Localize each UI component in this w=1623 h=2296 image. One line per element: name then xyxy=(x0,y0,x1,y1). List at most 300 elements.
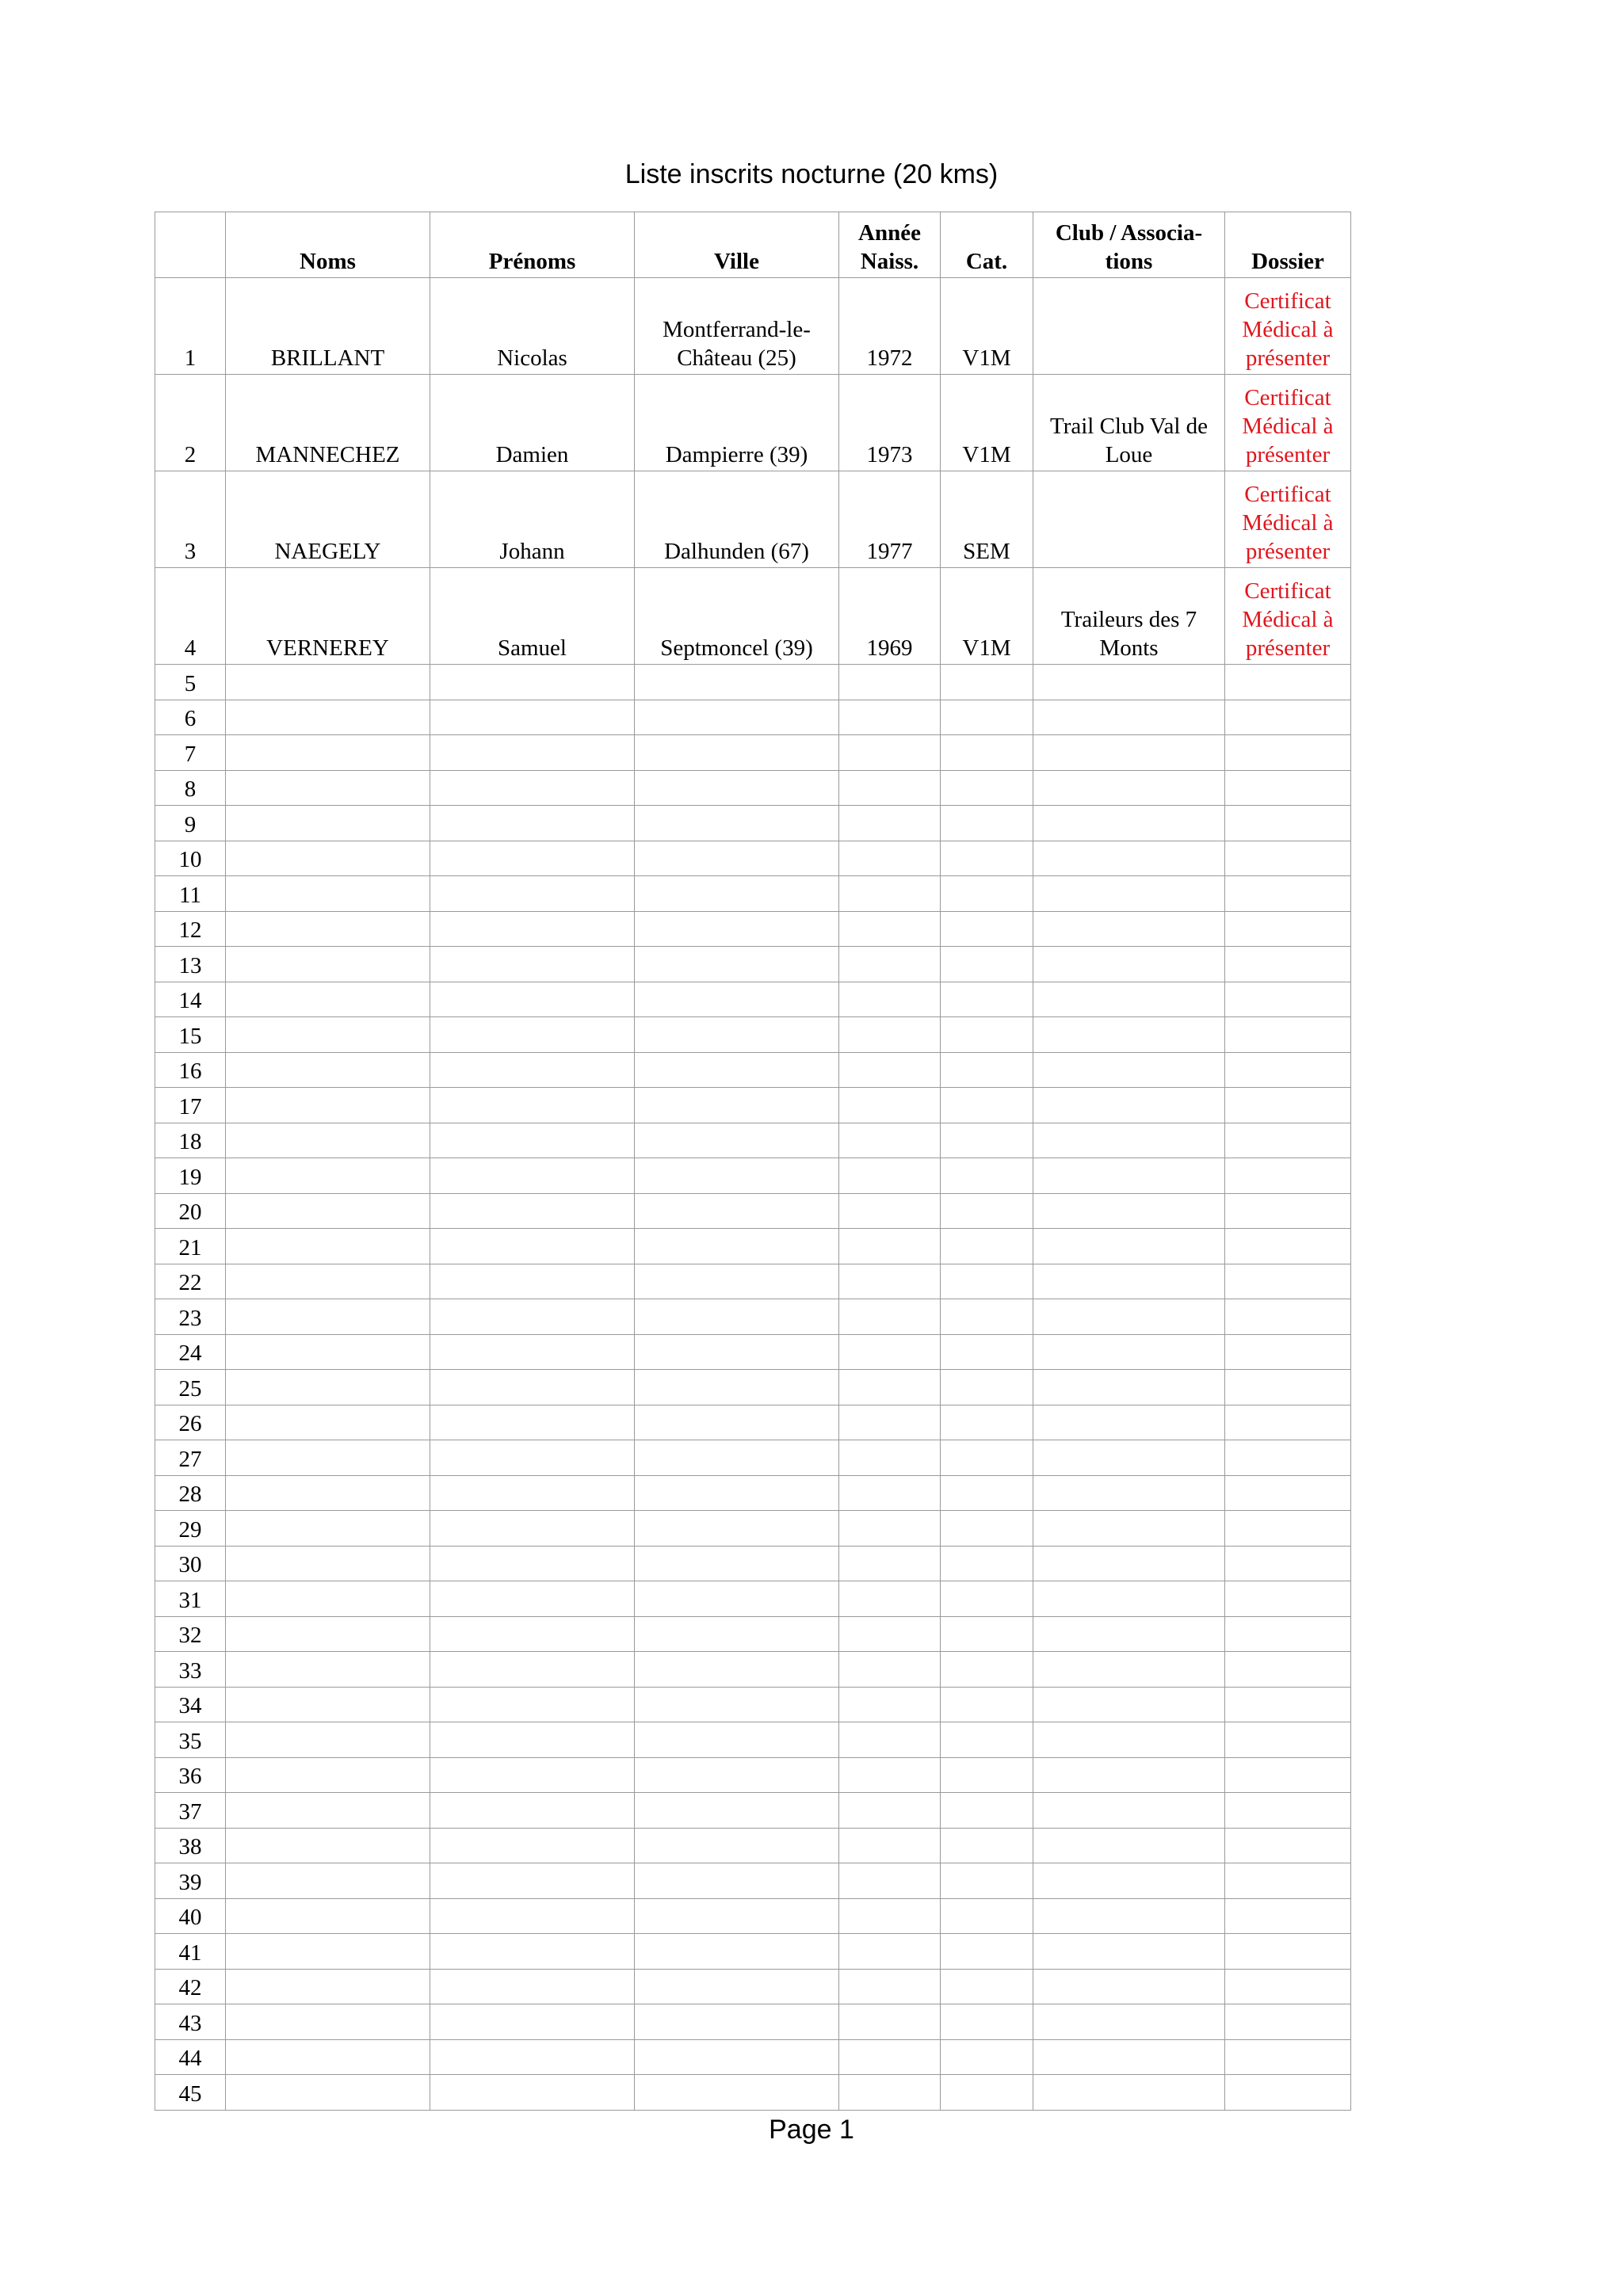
empty-cell xyxy=(941,665,1033,700)
empty-cell xyxy=(839,1017,941,1053)
row-num-line: 32 xyxy=(178,1623,202,1648)
empty-cell xyxy=(226,770,430,806)
empty-cell xyxy=(635,1793,839,1829)
row-dossier-line: Certificat xyxy=(1244,482,1331,507)
row-num xyxy=(155,1687,226,1722)
col-prenoms-header: Prénoms xyxy=(430,212,635,278)
empty-cell xyxy=(839,1828,941,1863)
empty-cell xyxy=(1033,1722,1225,1758)
row-dossier-line: Médical à xyxy=(1242,317,1334,342)
empty-cell xyxy=(1033,1546,1225,1581)
row-num xyxy=(155,806,226,841)
empty-cell xyxy=(1033,1405,1225,1440)
row-annee xyxy=(839,375,941,471)
row-dossier-line: Certificat xyxy=(1244,288,1331,314)
row-annee xyxy=(839,471,941,568)
empty-cell xyxy=(226,876,430,912)
empty-cell xyxy=(839,735,941,771)
table-row xyxy=(155,1652,1351,1688)
empty-cell xyxy=(839,2039,941,2075)
empty-cell xyxy=(1033,1334,1225,1370)
empty-cell xyxy=(635,1299,839,1335)
empty-cell xyxy=(839,1934,941,1970)
empty-cell xyxy=(430,2075,635,2111)
table-row xyxy=(155,1898,1351,1934)
row-num xyxy=(155,1898,226,1934)
empty-cell xyxy=(430,735,635,771)
empty-cell xyxy=(1225,1616,1351,1652)
row-num-line: 5 xyxy=(184,670,197,696)
row-num xyxy=(155,278,226,375)
empty-cell xyxy=(839,2075,941,2111)
empty-cell xyxy=(1033,700,1225,735)
empty-cell xyxy=(839,876,941,912)
table-row xyxy=(155,1722,1351,1758)
empty-cell xyxy=(430,1687,635,1722)
empty-cell xyxy=(941,1687,1033,1722)
empty-cell xyxy=(941,1334,1033,1370)
empty-cell xyxy=(1033,1264,1225,1299)
empty-cell xyxy=(941,1581,1033,1617)
empty-cell xyxy=(635,1193,839,1229)
row-num xyxy=(155,2039,226,2075)
empty-cell xyxy=(635,1475,839,1511)
empty-cell xyxy=(839,1757,941,1793)
empty-cell xyxy=(430,665,635,700)
empty-cell xyxy=(430,1511,635,1547)
empty-cell xyxy=(1033,1370,1225,1405)
empty-cell xyxy=(1033,806,1225,841)
empty-cell xyxy=(941,1088,1033,1123)
empty-cell xyxy=(1225,1440,1351,1476)
empty-cell xyxy=(1225,841,1351,876)
row-annee-line: 1972 xyxy=(866,345,913,371)
row-club xyxy=(1033,375,1225,471)
table-row xyxy=(155,1793,1351,1829)
empty-cell xyxy=(635,1863,839,1899)
table-row xyxy=(155,1405,1351,1440)
empty-cell xyxy=(839,1229,941,1264)
row-num-line: 37 xyxy=(178,1798,202,1825)
empty-cell xyxy=(226,1652,430,1688)
empty-cell xyxy=(635,1934,839,1970)
row-nom xyxy=(226,375,430,471)
empty-cell xyxy=(839,700,941,735)
empty-cell xyxy=(1225,2075,1351,2111)
empty-cell xyxy=(226,1370,430,1405)
empty-cell xyxy=(430,1969,635,2004)
row-num xyxy=(155,1334,226,1370)
empty-cell xyxy=(839,911,941,947)
empty-cell xyxy=(1033,1123,1225,1158)
table-row xyxy=(155,770,1351,806)
empty-cell xyxy=(226,1934,430,1970)
row-num-line: 22 xyxy=(178,1270,202,1295)
col-ville-header: Ville xyxy=(635,212,839,278)
table-row xyxy=(155,1299,1351,1335)
table-row xyxy=(155,1828,1351,1863)
row-ville xyxy=(635,568,839,665)
empty-cell xyxy=(941,1828,1033,1863)
empty-cell xyxy=(226,1687,430,1722)
empty-cell xyxy=(839,1052,941,1088)
empty-cell xyxy=(226,947,430,982)
empty-cell xyxy=(430,770,635,806)
row-annee-line: 1977 xyxy=(866,539,913,564)
empty-cell xyxy=(1225,1193,1351,1229)
empty-cell xyxy=(226,735,430,771)
col-noms-header: Noms xyxy=(226,212,430,278)
empty-cell xyxy=(430,1017,635,1053)
empty-cell xyxy=(941,806,1033,841)
empty-cell xyxy=(430,1193,635,1229)
empty-cell xyxy=(941,1440,1033,1476)
empty-cell xyxy=(430,1722,635,1758)
empty-cell xyxy=(635,1581,839,1617)
table-row xyxy=(155,1863,1351,1899)
empty-cell xyxy=(635,1405,839,1440)
row-num-line: 17 xyxy=(178,1093,202,1119)
row-num-line: 21 xyxy=(178,1234,202,1261)
row-num xyxy=(155,1264,226,1299)
registrants-table xyxy=(155,212,1351,2111)
empty-cell xyxy=(226,1123,430,1158)
row-prenom-line: Johann xyxy=(499,539,565,564)
empty-cell xyxy=(839,1193,941,1229)
empty-cell xyxy=(941,1052,1033,1088)
empty-cell xyxy=(635,2039,839,2075)
empty-cell xyxy=(430,1616,635,1652)
row-prenom xyxy=(430,568,635,665)
row-num xyxy=(155,1934,226,1970)
empty-cell xyxy=(839,841,941,876)
page-title: Liste inscrits nocturne (20 kms) xyxy=(624,159,999,189)
empty-cell xyxy=(1225,1969,1351,2004)
row-cat-line: SEM xyxy=(963,539,1010,564)
row-num xyxy=(155,1088,226,1123)
table-row xyxy=(155,1193,1351,1229)
empty-cell xyxy=(635,1440,839,1476)
row-annee xyxy=(839,278,941,375)
empty-cell xyxy=(839,1793,941,1829)
row-num-line: 8 xyxy=(184,776,197,802)
empty-cell xyxy=(1033,1793,1225,1829)
empty-cell xyxy=(941,2075,1033,2111)
table-row xyxy=(155,1334,1351,1370)
row-num xyxy=(155,1370,226,1405)
row-cat-line: V1M xyxy=(962,442,1011,467)
row-num xyxy=(155,1299,226,1335)
empty-cell xyxy=(635,1969,839,2004)
empty-cell xyxy=(430,1757,635,1793)
row-dossier-line: Médical à xyxy=(1242,510,1334,536)
empty-cell xyxy=(226,1828,430,1863)
empty-cell xyxy=(635,1123,839,1158)
table-row xyxy=(155,841,1351,876)
empty-cell xyxy=(430,876,635,912)
empty-cell xyxy=(839,947,941,982)
empty-cell xyxy=(635,1687,839,1722)
row-num-line: 44 xyxy=(178,2046,202,2071)
empty-cell xyxy=(226,1229,430,1264)
empty-cell xyxy=(635,982,839,1017)
empty-cell xyxy=(635,1052,839,1088)
row-prenom-line: Nicolas xyxy=(497,345,567,371)
empty-cell xyxy=(839,1722,941,1758)
empty-cell xyxy=(1033,2075,1225,2111)
empty-cell xyxy=(635,1264,839,1299)
empty-cell xyxy=(1225,2004,1351,2040)
empty-cell xyxy=(635,700,839,735)
empty-cell xyxy=(430,1052,635,1088)
empty-cell xyxy=(226,982,430,1017)
empty-cell xyxy=(226,1405,430,1440)
empty-cell xyxy=(1225,911,1351,947)
col-club-header xyxy=(1033,212,1225,278)
row-num xyxy=(155,876,226,912)
empty-cell xyxy=(941,947,1033,982)
empty-cell xyxy=(1033,1828,1225,1863)
row-club-line: Loue xyxy=(1105,442,1153,467)
empty-cell xyxy=(1225,1863,1351,1899)
row-num-line: 1 xyxy=(184,345,197,371)
empty-cell xyxy=(635,1652,839,1688)
row-num xyxy=(155,1193,226,1229)
empty-cell xyxy=(635,1229,839,1264)
header-row xyxy=(155,212,1351,278)
empty-cell xyxy=(1033,735,1225,771)
empty-cell xyxy=(635,947,839,982)
empty-cell xyxy=(1225,1757,1351,1793)
row-num xyxy=(155,1475,226,1511)
row-dossier xyxy=(1225,278,1351,375)
empty-cell xyxy=(430,1652,635,1688)
empty-cell xyxy=(226,841,430,876)
row-club-line: Monts xyxy=(1099,635,1159,661)
empty-cell xyxy=(1225,1088,1351,1123)
row-num-line: 27 xyxy=(178,1446,202,1472)
empty-cell xyxy=(839,1299,941,1335)
row-dossier-line: présenter xyxy=(1245,442,1331,467)
empty-cell xyxy=(1033,982,1225,1017)
empty-cell xyxy=(635,911,839,947)
empty-cell xyxy=(839,1511,941,1547)
empty-cell xyxy=(430,841,635,876)
empty-cell xyxy=(635,1158,839,1194)
empty-cell xyxy=(1033,1193,1225,1229)
empty-cell xyxy=(839,1405,941,1440)
table-row xyxy=(155,1757,1351,1793)
row-num-line: 28 xyxy=(178,1482,202,1507)
row-num xyxy=(155,1828,226,1863)
empty-cell xyxy=(430,1370,635,1405)
table-row xyxy=(155,1687,1351,1722)
row-num xyxy=(155,911,226,947)
row-num xyxy=(155,1440,226,1476)
empty-cell xyxy=(1033,1017,1225,1053)
empty-cell xyxy=(226,1863,430,1899)
row-num-line: 12 xyxy=(178,917,202,943)
empty-cell xyxy=(941,2004,1033,2040)
table-row xyxy=(155,1546,1351,1581)
empty-cell xyxy=(1225,1511,1351,1547)
col-annee-line1: Année xyxy=(858,220,921,246)
empty-cell xyxy=(635,2075,839,2111)
row-club xyxy=(1033,471,1225,568)
empty-cell xyxy=(941,1793,1033,1829)
col-club-line2: tions xyxy=(1105,249,1153,274)
row-cat xyxy=(941,471,1033,568)
empty-cell xyxy=(635,1546,839,1581)
empty-cell xyxy=(635,1334,839,1370)
empty-cell xyxy=(1225,2039,1351,2075)
empty-cell xyxy=(1033,1863,1225,1899)
empty-cell xyxy=(941,876,1033,912)
empty-cell xyxy=(1225,1793,1351,1829)
row-num-line: 3 xyxy=(184,539,197,564)
page-footer: Page 1 xyxy=(769,2115,854,2145)
empty-cell xyxy=(635,1088,839,1123)
row-ville xyxy=(635,471,839,568)
row-num-line: 36 xyxy=(178,1764,202,1789)
table-row xyxy=(155,1123,1351,1158)
empty-cell xyxy=(1033,1934,1225,1970)
row-num-line: 9 xyxy=(184,811,197,837)
row-num-line: 38 xyxy=(178,1834,202,1859)
empty-cell xyxy=(226,2004,430,2040)
row-num xyxy=(155,375,226,471)
empty-cell xyxy=(1033,1581,1225,1617)
empty-cell xyxy=(1225,1828,1351,1863)
table-row xyxy=(155,568,1351,665)
row-num-line: 7 xyxy=(184,741,197,767)
empty-cell xyxy=(1225,806,1351,841)
row-ville-line: Dampierre (39) xyxy=(665,442,808,467)
row-num xyxy=(155,1405,226,1440)
empty-cell xyxy=(1225,1898,1351,1934)
empty-cell xyxy=(226,1793,430,1829)
row-dossier-line: présenter xyxy=(1245,539,1331,564)
table-row xyxy=(155,947,1351,982)
empty-cell xyxy=(1225,1652,1351,1688)
table-row xyxy=(155,1264,1351,1299)
empty-cell xyxy=(941,1370,1033,1405)
empty-cell xyxy=(635,735,839,771)
table-row xyxy=(155,665,1351,700)
table-row xyxy=(155,735,1351,771)
row-num-line: 42 xyxy=(178,1975,202,2000)
empty-cell xyxy=(226,1722,430,1758)
empty-cell xyxy=(226,1299,430,1335)
row-num xyxy=(155,1052,226,1088)
empty-cell xyxy=(1033,2039,1225,2075)
empty-cell xyxy=(635,1017,839,1053)
empty-cell xyxy=(226,1475,430,1511)
empty-cell xyxy=(941,911,1033,947)
row-prenom xyxy=(430,375,635,471)
empty-cell xyxy=(226,1052,430,1088)
row-cat xyxy=(941,278,1033,375)
row-num xyxy=(155,1158,226,1194)
empty-cell xyxy=(1225,770,1351,806)
row-num-line: 39 xyxy=(178,1869,202,1895)
empty-cell xyxy=(226,1440,430,1476)
row-num xyxy=(155,1546,226,1581)
empty-cell xyxy=(635,1757,839,1793)
empty-cell xyxy=(1225,982,1351,1017)
table-row xyxy=(155,2004,1351,2040)
empty-cell xyxy=(226,1757,430,1793)
col-annee-header xyxy=(839,212,941,278)
empty-cell xyxy=(635,806,839,841)
table-row xyxy=(155,806,1351,841)
empty-cell xyxy=(1225,1475,1351,1511)
empty-cell xyxy=(941,1475,1033,1511)
empty-cell xyxy=(226,911,430,947)
row-num-line: 30 xyxy=(178,1552,202,1577)
empty-cell xyxy=(1225,1687,1351,1722)
row-num-line: 18 xyxy=(178,1129,202,1154)
empty-cell xyxy=(430,1581,635,1617)
table-row xyxy=(155,1511,1351,1547)
row-dossier-line: Médical à xyxy=(1242,414,1334,439)
row-prenom-line: Damien xyxy=(495,442,569,467)
row-num-line: 26 xyxy=(178,1411,202,1436)
empty-cell xyxy=(1225,1581,1351,1617)
empty-cell xyxy=(1033,841,1225,876)
empty-cell xyxy=(941,1757,1033,1793)
row-num-line: 31 xyxy=(178,1587,202,1613)
empty-cell xyxy=(430,1158,635,1194)
table-row xyxy=(155,700,1351,735)
row-club-line: Traileurs des 7 xyxy=(1060,607,1197,632)
table-row xyxy=(155,2039,1351,2075)
empty-cell xyxy=(226,1581,430,1617)
row-dossier xyxy=(1225,568,1351,665)
empty-cell xyxy=(226,1193,430,1229)
table-row xyxy=(155,1229,1351,1264)
empty-cell xyxy=(1033,1969,1225,2004)
row-annee xyxy=(839,568,941,665)
row-num xyxy=(155,841,226,876)
empty-cell xyxy=(941,1969,1033,2004)
row-num xyxy=(155,947,226,982)
table-row xyxy=(155,1370,1351,1405)
row-prenom xyxy=(430,278,635,375)
empty-cell xyxy=(941,1863,1033,1899)
empty-cell xyxy=(1225,1017,1351,1053)
empty-cell xyxy=(226,806,430,841)
empty-cell xyxy=(430,1898,635,1934)
empty-cell xyxy=(839,1334,941,1370)
empty-cell xyxy=(839,806,941,841)
empty-cell xyxy=(941,1722,1033,1758)
empty-cell xyxy=(839,1581,941,1617)
row-num xyxy=(155,1863,226,1899)
row-num-line: 13 xyxy=(178,952,202,978)
row-ville-line: Château (25) xyxy=(677,345,796,371)
empty-cell xyxy=(839,1440,941,1476)
empty-cell xyxy=(941,1405,1033,1440)
empty-cell xyxy=(1225,1934,1351,1970)
row-ville xyxy=(635,375,839,471)
empty-cell xyxy=(1033,770,1225,806)
empty-cell xyxy=(1033,1757,1225,1793)
empty-cell xyxy=(226,2039,430,2075)
col-num-header xyxy=(155,212,226,278)
table-row xyxy=(155,982,1351,1017)
row-num-line: 10 xyxy=(178,847,202,872)
